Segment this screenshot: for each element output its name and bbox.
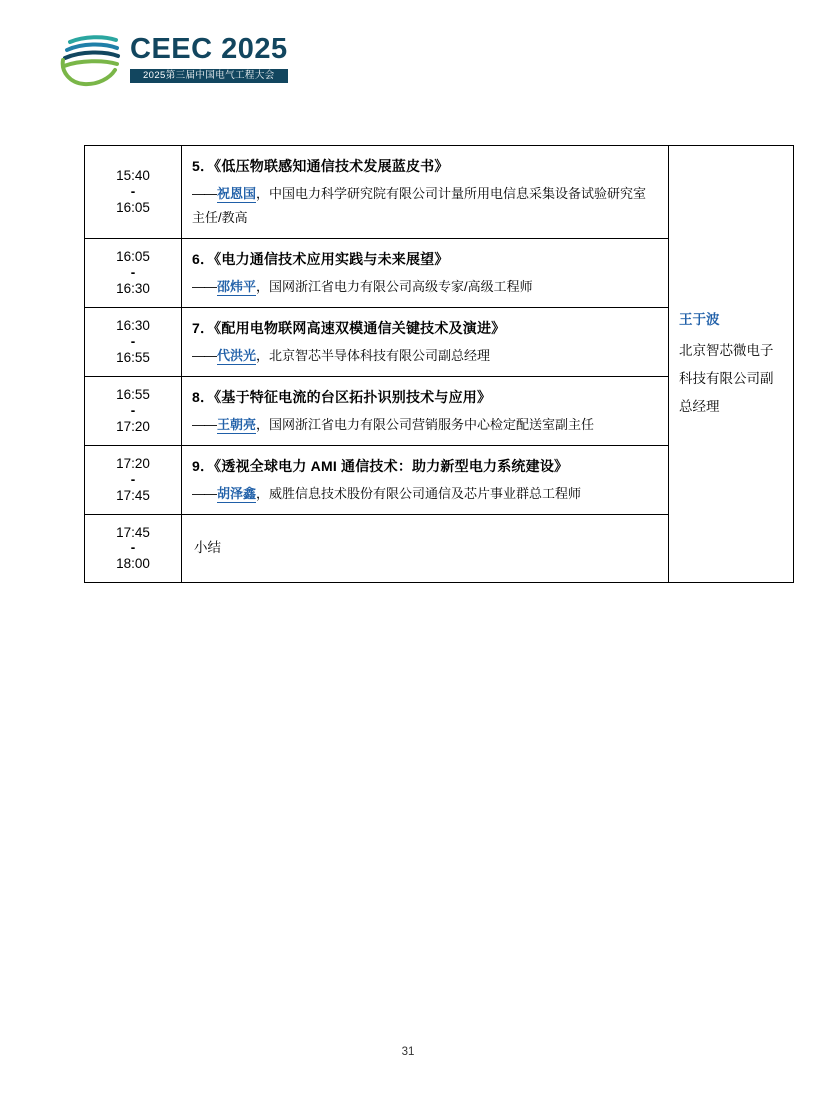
page-number: 31 (401, 1046, 415, 1058)
speaker-name: 王朝亮 (217, 416, 257, 432)
speaker-affiliation: ，国网浙江省电力有限公司营销服务中心检定配送室副主任 (256, 416, 595, 432)
speaker-dash: —— (192, 185, 216, 201)
chair-cell (669, 146, 794, 583)
speaker-dash: —— (192, 278, 216, 294)
speaker-name: 邵炜平 (217, 278, 257, 294)
topic-title: 9．《透视全球电力 AMI 通信技术：助力新型电力系统建设》 (192, 457, 569, 474)
time-end: 17:45 (116, 487, 150, 503)
time-start: 15:40 (116, 168, 150, 184)
time-separator: - (130, 540, 136, 556)
topic-speaker (192, 413, 658, 437)
time-start: 16:30 (116, 318, 150, 334)
time-end: 16:30 (116, 281, 150, 297)
ceec-wave-logo-icon (60, 30, 122, 88)
speaker-affiliation: ，中国电力科学研究院有限公司计量所用电信息采集设备试验研究室主任/教高 (192, 185, 647, 225)
time-cell (85, 376, 182, 445)
time-start: 17:45 (116, 524, 150, 540)
time-separator: - (130, 264, 136, 280)
logo-title: CEEC 2025 (130, 32, 288, 65)
time-cell (85, 238, 182, 307)
time-end: 17:20 (116, 418, 150, 434)
topic-title: 6．《电力通信技术应用实践与未来展望》 (192, 250, 449, 267)
time-end: 16:05 (116, 200, 150, 216)
topic-cell (182, 238, 669, 307)
speaker-affiliation: ，威胜信息技术股份有限公司通信及芯片事业群总工程师 (256, 485, 582, 501)
speaker-name: 代洪光 (217, 347, 257, 363)
schedule-table-wrapper (84, 145, 774, 583)
time-separator: - (130, 333, 136, 349)
time-start: 16:55 (116, 387, 150, 403)
time-cell (85, 514, 182, 582)
topic-cell (182, 445, 669, 514)
speaker-dash: —— (192, 485, 216, 501)
chair-name: 王于波 (679, 312, 720, 328)
time-cell (85, 307, 182, 376)
time-end: 16:55 (116, 349, 150, 365)
time-end: 18:00 (116, 556, 150, 572)
time-separator: - (130, 183, 136, 199)
topic-speaker (192, 182, 658, 230)
speaker-dash: —— (192, 347, 216, 363)
time-start: 17:20 (116, 456, 150, 472)
time-start: 16:05 (116, 249, 150, 265)
time-separator: - (130, 471, 136, 487)
topic-cell (182, 376, 669, 445)
speaker-dash: —— (192, 416, 216, 432)
speaker-name: 祝恩国 (217, 185, 257, 201)
topic-speaker (192, 482, 658, 506)
logo-subtitle: 2025第三届中国电气工程大会 (130, 69, 288, 84)
page-footer (0, 1046, 816, 1058)
topic-title: 7．《配用电物联网高速双模通信关键技术及演进》 (192, 319, 506, 336)
table-row (85, 146, 794, 239)
speaker-name: 胡泽鑫 (217, 485, 257, 501)
topic-title: 5．《低压物联感知通信技术发展蓝皮书》 (192, 158, 449, 174)
topic-speaker (192, 275, 658, 299)
topic-cell (182, 146, 669, 239)
topic-speaker (192, 344, 658, 368)
speaker-affiliation: ，国网浙江省电力有限公司高级专家/高级工程师 (256, 278, 533, 294)
topic-cell (182, 307, 669, 376)
schedule-table (84, 145, 794, 583)
summary-cell (182, 514, 669, 582)
time-separator: - (130, 402, 136, 418)
chair-affiliation: 北京智芯微电子科技有限公司副总经理 (679, 342, 774, 415)
topic-title: 8．《基于特征电流的台区拓扑识别技术与应用》 (192, 388, 492, 405)
summary-label: 小结 (194, 539, 221, 555)
conference-logo (60, 30, 288, 88)
time-cell (85, 445, 182, 514)
speaker-affiliation: ，北京智芯半导体科技有限公司副总经理 (256, 347, 491, 363)
time-cell (85, 146, 182, 239)
